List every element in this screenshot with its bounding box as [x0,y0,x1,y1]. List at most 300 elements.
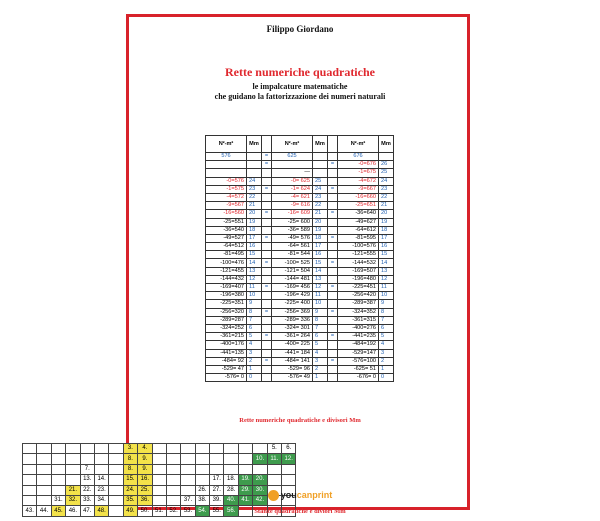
cell-divisor: 7 [247,316,262,324]
cell-value: -676= 0 [338,374,379,382]
stanze-cell: 47. [80,506,94,516]
cell-divisor: 19 [247,218,262,226]
stanze-cell [66,444,80,454]
table-row [206,349,394,357]
stanze-cell: 37. [181,495,195,505]
cell-value: -144=532 [338,259,379,267]
stanze-cell [66,464,80,474]
spacer [328,316,338,324]
stanze-cell [94,454,108,464]
col-header: N²-m² [338,136,379,153]
stanze-row [23,464,296,474]
cell-divisor: 12 [313,284,328,292]
spacer [328,267,338,275]
cell-value: -169= 456 [272,284,313,292]
cell-divisor: 3 [379,349,394,357]
stanze-cell: 12. [282,454,296,464]
cell-value: -225=451 [338,284,379,292]
cell-value: -4=672 [338,177,379,185]
table-row [206,202,394,210]
cell-divisor: 7 [313,324,328,332]
stanze-cell [80,444,94,454]
cell-value: -25=551 [206,218,247,226]
stanze-cell: 29. [238,485,252,495]
stanze-cell [23,444,37,454]
spacer: = [262,210,272,218]
stanze-cell: 55. [210,506,224,516]
stanze-cell [23,464,37,474]
stanze-cell [181,475,195,485]
stanze-cell [195,444,209,454]
publisher-logo [0,490,600,501]
spacer [328,341,338,349]
cell-value: -400=176 [206,341,247,349]
cell-divisor: 10 [379,292,394,300]
spacer [262,365,272,373]
stanze-cell: 11. [267,454,281,464]
stanze-cell [238,454,252,464]
stanze-cell: 21. [66,485,80,495]
stanze-cell [51,475,65,485]
subtitle-line-1: le impalcature matematiche [252,82,348,91]
cell-divisor: 20 [379,210,394,218]
spacer [262,324,272,332]
stanze-cell: 48. [94,506,108,516]
cell-value: -484=192 [338,341,379,349]
cell-divisor: 14 [247,259,262,267]
cell-divisor [247,161,262,169]
cell-divisor: 8 [247,308,262,316]
stanze-cell: 43. [23,506,37,516]
spacer [328,324,338,332]
cell-value: -49= 576 [272,234,313,242]
stanze-cell: 3. [123,444,137,454]
stanze-cell [224,454,238,464]
cell-divisor: 17 [313,243,328,251]
spacer [328,251,338,259]
author-name: Filippo Giordano [266,24,334,34]
cell-value: -225=351 [206,300,247,308]
cell-value: -196=480 [338,275,379,283]
spacer [328,275,338,283]
cell-value: -0= 625 [272,177,313,185]
stanze-cell: 30. [253,485,267,495]
cell-value: -0=576 [206,177,247,185]
stanze-cell: 49. [123,506,137,516]
stanze-cell: 18. [224,475,238,485]
cell-value: -484= 92 [206,357,247,365]
cell-value: -81=595 [338,234,379,242]
cell-value: -289=387 [338,300,379,308]
stanze-cell: 28. [224,485,238,495]
stanze-cell: 22. [80,485,94,495]
spacer [328,365,338,373]
cell-value: -289= 336 [272,316,313,324]
spacer [262,341,272,349]
table-row [206,210,394,218]
spacer: = [328,161,338,169]
cell-divisor: 17 [379,234,394,242]
cell-value: -25=651 [338,202,379,210]
cell-value: -625= 51 [338,365,379,373]
stanze-cell [94,444,108,454]
table-row [206,341,394,349]
cell-divisor: 13 [379,267,394,275]
stanze-cell: 32. [66,495,80,505]
cell-value: -81= 544 [272,251,313,259]
cell-divisor: 19 [313,226,328,234]
cell-value: -529= 96 [272,365,313,373]
cell-value: -324=252 [206,324,247,332]
cell-value: -225= 400 [272,300,313,308]
spacer [328,349,338,357]
stanze-cell [181,464,195,474]
table-row [206,275,394,283]
spacer [328,177,338,185]
stanze-cell [109,475,123,485]
stanze-cell: 5. [267,444,281,454]
cell-value: -1= 624 [272,185,313,193]
cell-divisor: 6 [313,333,328,341]
stanze-cell: 38. [195,495,209,505]
cell-value: -441=235 [338,333,379,341]
spacer: = [262,333,272,341]
table-caption: Rette numeriche quadratiche e divisori Mm [239,417,361,424]
stanze-cell: 53. [181,506,195,516]
table-row [206,300,394,308]
stanze-cell: 13. [80,475,94,485]
stanze-caption: Stanze quadratiche e diviori Mm [254,508,346,515]
cell-divisor: 0 [379,374,394,382]
stanze-cell [109,444,123,454]
spacer [328,218,338,226]
stanze-cell [238,444,252,454]
spacer [328,300,338,308]
spacer: = [262,308,272,316]
stanze-cell: 51. [152,506,166,516]
col-header: Mm [313,136,328,153]
cell-value: -16= 609 [272,210,313,218]
table-row [206,218,394,226]
spacer: = [262,284,272,292]
cell-divisor: 2 [313,365,328,373]
cell-divisor: 9 [247,300,262,308]
stanze-cell: 17. [210,475,224,485]
stanze-cell [282,475,296,485]
cell-value: -196= 429 [272,292,313,300]
spacer: = [262,234,272,242]
table-row [206,259,394,267]
cell-divisor: 20 [313,218,328,226]
cell-value: -49=627 [338,218,379,226]
stanze-cell [23,454,37,464]
cell-divisor: 15 [379,251,394,259]
stanze-grid [22,443,296,517]
cell-divisor: 22 [379,193,394,201]
cell-value: -196=380 [206,292,247,300]
stanze-cell [166,444,180,454]
spacer [262,243,272,251]
cell-value: -121=555 [338,251,379,259]
stanze-cell [224,464,238,474]
cell-divisor: 4 [247,341,262,349]
logo-text-you: you [280,490,297,500]
cell-value: -121= 504 [272,267,313,275]
spacer: = [328,284,338,292]
table-row [206,193,394,201]
stanze-cell: 9. [138,464,152,474]
stanze-cell [66,475,80,485]
cell-divisor: 4 [379,341,394,349]
cell-divisor: 17 [247,234,262,242]
stanze-cell [282,464,296,474]
stanze-cell [195,464,209,474]
table-row [206,374,394,382]
stanze-cell: 8. [123,464,137,474]
stanze-cell: 39. [210,495,224,505]
cell-value: -36= 589 [272,226,313,234]
cell-value: -361=215 [206,333,247,341]
stanze-cell [267,464,281,474]
spacer [328,292,338,300]
cell-divisor: 16 [379,243,394,251]
cell-value [272,161,313,169]
cell-value: -361= 264 [272,333,313,341]
table-row [206,177,394,185]
spacer: = [328,234,338,242]
spacer [328,243,338,251]
cell-divisor: 6 [247,324,262,332]
cell-divisor: 10 [247,292,262,300]
spacer [262,349,272,357]
cell-divisor: 18 [379,226,394,234]
stanze-cell: 40. [224,495,238,505]
spacer: = [328,185,338,193]
stanze-cell: 45. [51,506,65,516]
cell-value [206,169,247,177]
cell-value: -529= 47 [206,365,247,373]
table-row [206,161,394,169]
stanze-cell [37,444,51,454]
stanze-cell: 41. [238,495,252,505]
spacer [328,226,338,234]
cell-divisor: 18 [247,226,262,234]
cell-divisor: 5 [313,341,328,349]
stanze-cell: 20. [253,475,267,485]
stanze-cell: 52. [166,506,180,516]
stanze-cell [152,475,166,485]
cell-value: -81=495 [206,251,247,259]
table-row [206,169,394,177]
spacer [328,193,338,201]
cell-divisor: 25 [379,169,394,177]
stanze-cell [224,444,238,454]
stanze-cell: 24. [123,485,137,495]
cell-divisor: 5 [379,333,394,341]
cell-divisor: 11 [379,284,394,292]
spacer [262,292,272,300]
stanze-cell: 50. [138,506,152,516]
col-header: Mm [379,136,394,153]
stanze-cell [152,444,166,454]
spacer [262,267,272,275]
cell-divisor: 24 [313,185,328,193]
cell-value: -576= 49 [272,374,313,382]
stanze-cell [195,454,209,464]
stanze-row [23,475,296,485]
table-row: 576 = 625 676 [206,153,394,161]
table-row [206,234,394,242]
cell-value: -36=540 [206,226,247,234]
cell-divisor: 16 [247,243,262,251]
stanze-cell [253,444,267,454]
cell-value: -16=660 [338,193,379,201]
stanze-row [23,454,296,464]
stanze-cell: 4. [138,444,152,454]
cell-value: -576=100 [338,357,379,365]
cell-value: -144= 481 [272,275,313,283]
col-header: N²-m² [272,136,313,153]
table-row [206,243,394,251]
stanze-cell [109,464,123,474]
stanze-cell: 8. [123,454,137,464]
cell-divisor: 3 [247,349,262,357]
table-row [206,226,394,234]
table-row [206,316,394,324]
spacer [328,136,338,153]
book-title: Rette numeriche quadratiche [225,65,375,79]
stanze-cell [51,454,65,464]
stanze-cell: 15. [123,475,137,485]
cell-value: -64=512 [206,243,247,251]
spacer: = [262,185,272,193]
stanze-cell [181,444,195,454]
cell-value: -4=572 [206,193,247,201]
spacer [328,169,338,177]
spacer [262,374,272,382]
spacer [262,202,272,210]
cell-divisor: 13 [313,275,328,283]
cell-value: -324= 301 [272,324,313,332]
table-row [206,324,394,332]
cell-value: -256= 369 [272,308,313,316]
table-row [206,267,394,275]
stanze-cell: 34. [94,495,108,505]
table-row [206,357,394,365]
table-row [206,284,394,292]
top-value: 676 [338,153,379,161]
logo-text-canprint: canprint [296,490,333,500]
cell-divisor: 11 [313,292,328,300]
table-row [206,333,394,341]
spacer [262,251,272,259]
cell-divisor: 20 [247,210,262,218]
cell-divisor: 19 [379,218,394,226]
stanze-cell [166,454,180,464]
cell-value: -1=675 [338,169,379,177]
cell-value: -324=352 [338,308,379,316]
stanze-cell [195,475,209,485]
stanze-cell: 36. [138,495,152,505]
cell-value: -100=476 [206,259,247,267]
cell-divisor: 22 [247,193,262,201]
stanze-cell [152,464,166,474]
spacer: = [328,333,338,341]
stanze-cell [66,454,80,464]
cell-divisor: 1 [379,365,394,373]
cell-divisor: 21 [379,202,394,210]
cell-divisor: 3 [313,357,328,365]
cell-value: -16=560 [206,210,247,218]
cell-divisor: 21 [313,210,328,218]
cell-divisor: 10 [313,300,328,308]
spacer [262,136,272,153]
cell-value: -9= 616 [272,202,313,210]
cell-value: -9=667 [338,185,379,193]
cell-divisor: 1 [313,374,328,382]
cell-divisor: 23 [247,185,262,193]
stanze-cell [238,464,252,474]
top-value: 576 [206,153,247,161]
cell-divisor: 9 [313,308,328,316]
spacer: = [262,161,272,169]
spacer [262,300,272,308]
cell-value: -289=287 [206,316,247,324]
table-row [206,292,394,300]
stanze-cell: 56. [224,506,238,516]
cell-value: -529=147 [338,349,379,357]
stanze-cell [94,464,108,474]
cell-divisor: 14 [313,267,328,275]
stanze-row [23,444,296,454]
cell-value: -4= 621 [272,193,313,201]
cell-divisor: 8 [313,316,328,324]
stanze-cell: 31. [51,495,65,505]
cell-divisor: 21 [247,202,262,210]
cell-value: -169=407 [206,284,247,292]
spacer [262,275,272,283]
stanze-cell [152,454,166,464]
cell-divisor: 25 [313,177,328,185]
spacer [262,193,272,201]
cell-value: -100=576 [338,243,379,251]
cell-value: -49=527 [206,234,247,242]
cell-divisor: 13 [247,267,262,275]
cell-value: -9=567 [206,202,247,210]
stanze-cell: 19. [238,475,252,485]
stanze-cell [166,464,180,474]
cell-divisor: 23 [379,185,394,193]
stanze-cell: 10. [253,454,267,464]
cell-divisor: 11 [247,284,262,292]
cell-value: -400= 225 [272,341,313,349]
cell-value: -64=612 [338,226,379,234]
cell-divisor [313,169,328,177]
stanze-cell: 14. [94,475,108,485]
cell-divisor: 12 [247,275,262,283]
subtitle-line-2: che guidano la fattorizzazione dei numeri naturali [214,92,386,101]
cell-divisor: 15 [313,259,328,267]
cell-value: -256=320 [206,308,247,316]
stanze-cell [166,475,180,485]
stanze-cell [210,444,224,454]
col-header: N²-m² [206,136,247,153]
cell-divisor: 26 [379,161,394,169]
cell-value [206,161,247,169]
stanze-cell [23,475,37,485]
stanze-cell: 6. [282,444,296,454]
cell-divisor: 0 [247,374,262,382]
